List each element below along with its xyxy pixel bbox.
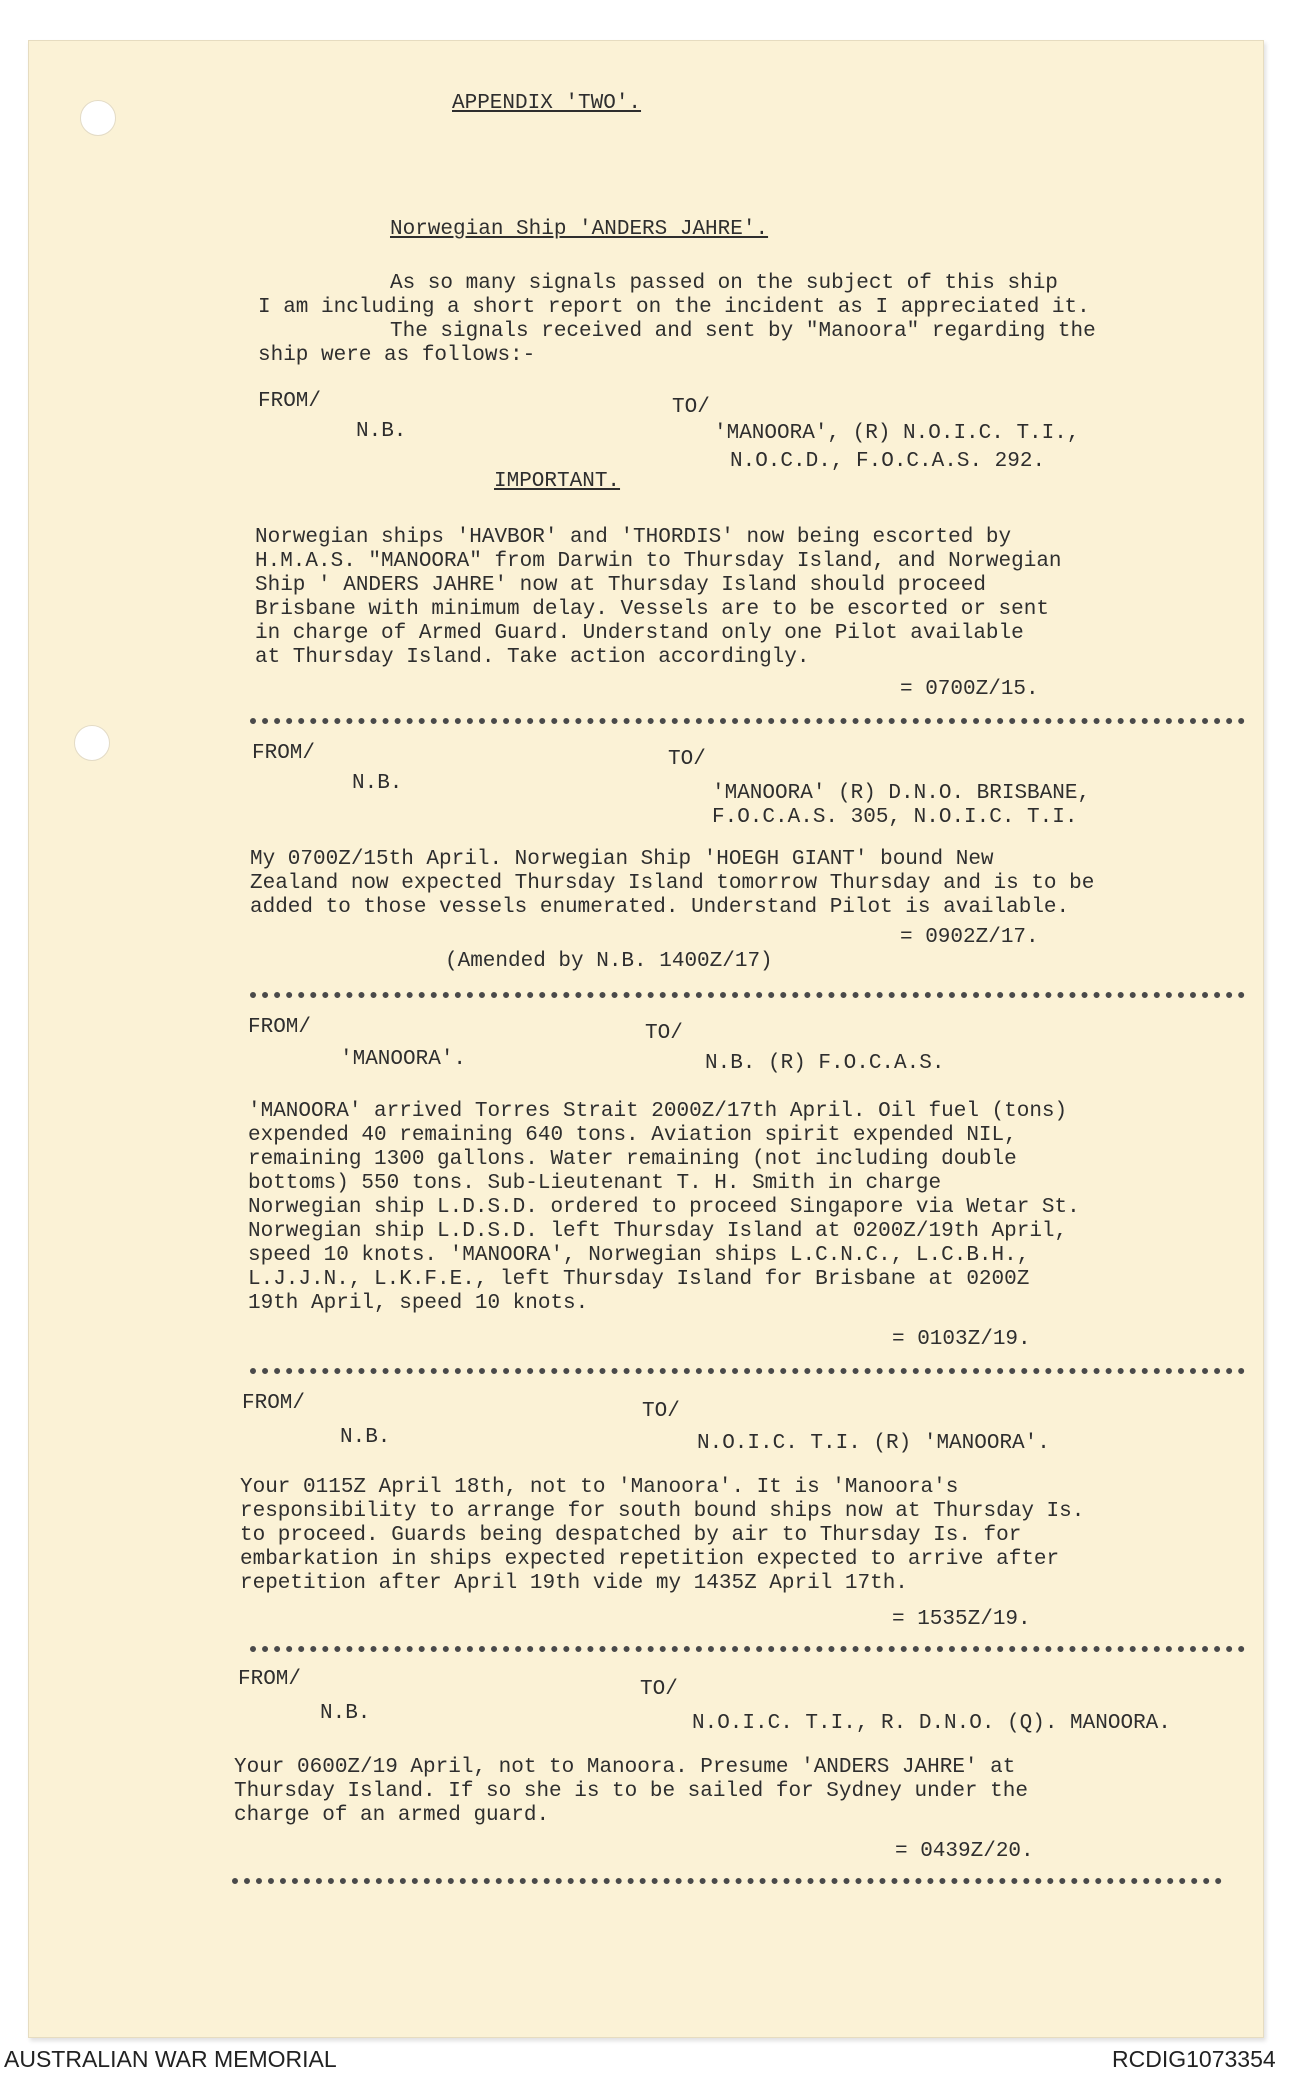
signal-priority: IMPORTANT. <box>494 470 621 493</box>
signal-body-line: in charge of Armed Guard. Understand only one Pilot available <box>255 622 1024 645</box>
signal-to: N.O.I.C. T.I. (R) 'MANOORA'. <box>697 1432 1050 1455</box>
signal-from-label: FROM/ <box>248 1016 312 1039</box>
signal-body-line: Norwegian ships 'HAVBOR' and 'THORDIS' now being escorted by <box>255 526 1012 549</box>
dotted-separator <box>232 1878 1222 1884</box>
signal-to-label: TO/ <box>645 1022 683 1045</box>
signal-body-line: charge of an armed guard. <box>234 1804 550 1827</box>
signal-body-line: speed 10 knots. 'MANOORA', Norwegian ships L.C.N.C., L.C.B.H., <box>248 1244 1030 1267</box>
signal-body-line: Norwegian ship L.D.S.D. ordered to proceed Singapore via Wetar St. <box>248 1196 1080 1219</box>
dotted-separator <box>250 718 1245 724</box>
signal-body-line: added to those vessels enumerated. Understand Pilot is available. <box>250 896 1070 919</box>
signal-body-line: 19th April, speed 10 knots. <box>248 1292 589 1315</box>
signal-from-label: FROM/ <box>238 1668 302 1691</box>
signal-to-label: TO/ <box>642 1400 680 1423</box>
signal-time: = 0902Z/17. <box>900 926 1039 949</box>
signal-to-label: TO/ <box>668 748 706 771</box>
signal-body-line: remaining 1300 gallons. Water remaining (not including double <box>248 1148 1017 1171</box>
intro-line: ship were as follows:- <box>258 344 536 367</box>
signal-to: 'MANOORA', (R) N.O.I.C. T.I., <box>714 422 1080 445</box>
signal-body-line: expended 40 remaining 640 tons. Aviation spirit expended NIL, <box>248 1124 1017 1147</box>
signal-to: 'MANOORA' (R) D.N.O. BRISBANE, <box>712 782 1091 805</box>
signal-body-line: Your 0115Z April 18th, not to 'Manoora'. It is 'Manoora's <box>240 1476 959 1499</box>
signal-to: N.B. (R) F.O.C.A.S. <box>705 1052 945 1075</box>
signal-body-line: H.M.A.S. "MANOORA" from Darwin to Thursday Island, and Norwegian <box>255 550 1062 573</box>
signal-time: = 1535Z/19. <box>892 1608 1031 1631</box>
punch-hole-top <box>80 100 116 136</box>
signal-note: (Amended by N.B. 1400Z/17) <box>445 950 773 973</box>
signal-body-line: Brisbane with minimum delay. Vessels are to be escorted or sent <box>255 598 1049 621</box>
signal-to-label: TO/ <box>672 396 710 419</box>
document-heading: Norwegian Ship 'ANDERS JAHRE'. <box>390 218 769 241</box>
signal-from: N.B. <box>320 1702 371 1725</box>
signal-body-line: L.J.J.N., L.K.F.E., left Thursday Island for Brisbane at 0200Z <box>248 1268 1030 1291</box>
punch-hole-bottom <box>74 725 110 761</box>
signal-body-line: Thursday Island. If so she is to be sailed for Sydney under the <box>234 1780 1028 1803</box>
signal-time: = 0700Z/15. <box>900 678 1039 701</box>
footer-archive-name: AUSTRALIAN WAR MEMORIAL <box>4 2046 337 2072</box>
signal-to: N.O.I.C. T.I., R. D.N.O. (Q). MANOORA. <box>692 1712 1171 1735</box>
intro-line: As so many signals passed on the subject of this ship <box>390 272 1058 295</box>
signal-from: N.B. <box>356 420 407 443</box>
footer-catalogue-id: RCDIG1073354 <box>1112 2046 1276 2072</box>
signal-time: = 0439Z/20. <box>895 1840 1034 1863</box>
intro-line: I am including a short report on the incident as I appreciated it. <box>258 296 1090 319</box>
signal-from-label: FROM/ <box>242 1392 306 1415</box>
signal-from-label: FROM/ <box>258 390 322 413</box>
intro-line: The signals received and sent by "Manoora" regarding the <box>390 320 1096 343</box>
signal-from: N.B. <box>340 1426 391 1449</box>
signal-to-label: TO/ <box>640 1678 678 1701</box>
signal-from: N.B. <box>352 772 403 795</box>
signal-body-line: responsibility to arrange for south bound ships now at Thursday Is. <box>240 1500 1085 1523</box>
signal-body-line: My 0700Z/15th April. Norwegian Ship 'HOEGH GIANT' bound New <box>250 848 994 871</box>
dotted-separator <box>250 992 1245 998</box>
signal-from-label: FROM/ <box>252 742 316 765</box>
signal-body-line: Ship ' ANDERS JAHRE' now at Thursday Island should proceed <box>255 574 986 597</box>
signal-body-line: bottoms) 550 tons. Sub-Lieutenant T. H. Smith in charge <box>248 1172 942 1195</box>
signal-body-line: repetition after April 19th vide my 1435Z April 17th. <box>240 1572 908 1595</box>
signal-body-line: at Thursday Island. Take action accordingly. <box>255 646 810 669</box>
signal-body-line: 'MANOORA' arrived Torres Strait 2000Z/17th April. Oil fuel (tons) <box>248 1100 1068 1123</box>
appendix-title: APPENDIX 'TWO'. <box>452 92 642 115</box>
signal-body-line: Norwegian ship L.D.S.D. left Thursday Island at 0200Z/19th April, <box>248 1220 1068 1243</box>
signal-to: F.O.C.A.S. 305, N.O.I.C. T.I. <box>712 806 1078 829</box>
signal-body-line: to proceed. Guards being despatched by air to Thursday Is. for <box>240 1524 1022 1547</box>
signal-from: 'MANOORA'. <box>340 1048 467 1071</box>
signal-body-line: embarkation in ships expected repetition expected to arrive after <box>240 1548 1060 1571</box>
signal-to: N.O.C.D., F.O.C.A.S. 292. <box>730 450 1046 473</box>
signal-body-line: Zealand now expected Thursday Island tomorrow Thursday and is to be <box>250 872 1095 895</box>
signal-body-line: Your 0600Z/19 April, not to Manoora. Presume 'ANDERS JAHRE' at <box>234 1756 1016 1779</box>
signal-time: = 0103Z/19. <box>892 1328 1031 1351</box>
dotted-separator <box>250 1368 1245 1374</box>
dotted-separator <box>250 1646 1245 1652</box>
